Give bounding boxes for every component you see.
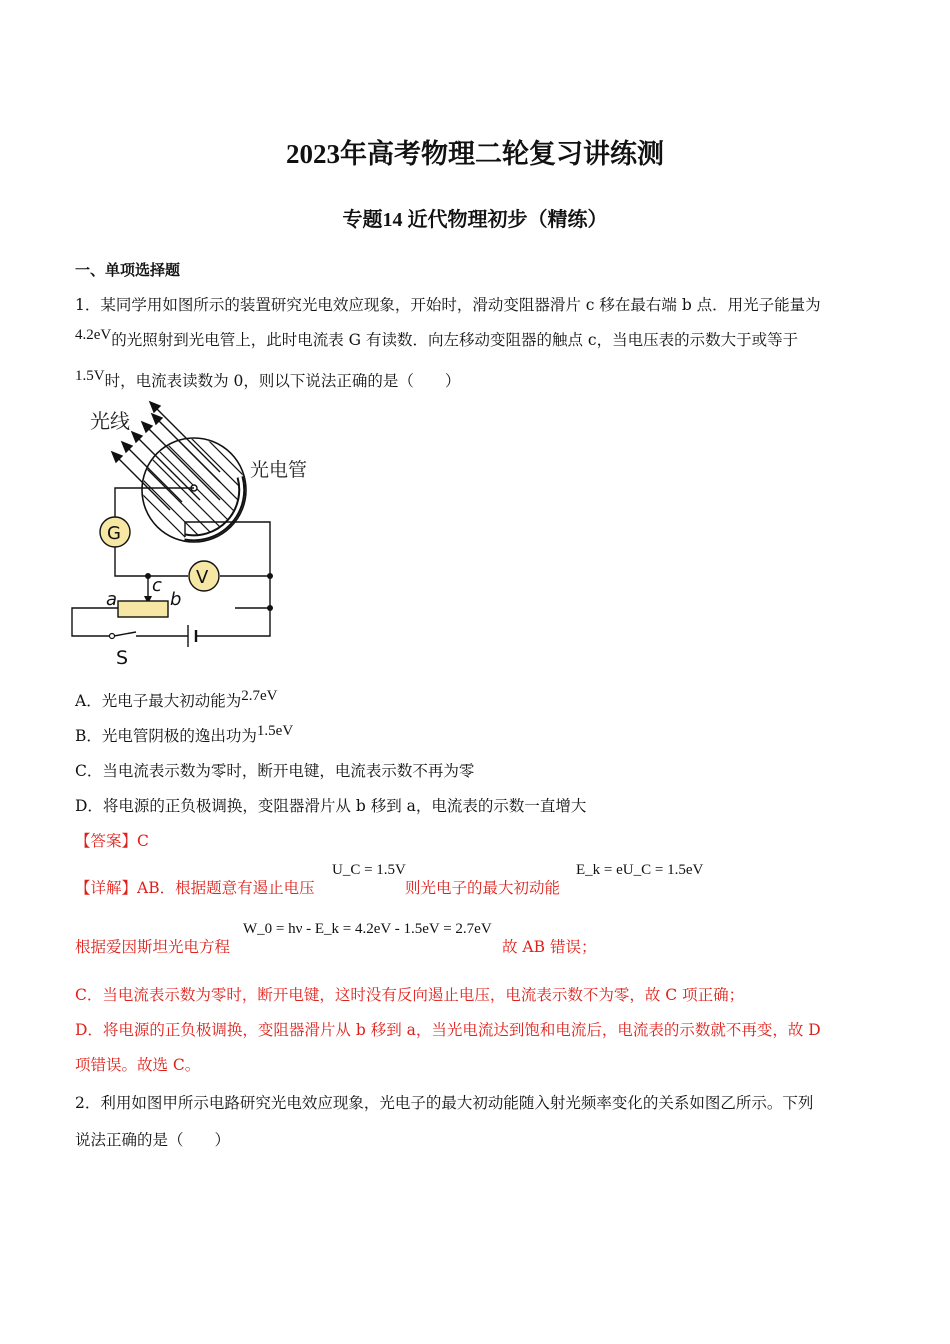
section-heading: 一、单项选择题 bbox=[75, 261, 181, 279]
q1-line2-text: 的光照射到光电管上，此时电流表 G 有读数．向左移动变阻器的触点 c，当电压表的示数大于或等于 bbox=[111, 331, 799, 349]
page-title: 2023年高考物理二轮复习讲练测 bbox=[286, 139, 664, 169]
option-a-value: 2.7eV bbox=[241, 688, 278, 704]
q2-line2: 说法正确的是（ ） bbox=[75, 1131, 231, 1149]
q2-line1: 2．利用如图甲所示电路研究光电效应现象，光电子的最大初动能随入射光频率变化的关系如图乙所示。下列 bbox=[75, 1094, 814, 1112]
v-label: V bbox=[196, 567, 209, 588]
explanation-line3: C．当电流表示数为零时，断开电键，这时没有反向遏止电压，电流表示数不为零，故 C 项正确； bbox=[75, 986, 745, 1004]
equation-einstein: W_0 = hν - E_k = 4.2eV - 1.5eV = 2.7eV bbox=[243, 921, 492, 937]
equation-uc: U_C = 1.5V bbox=[332, 862, 406, 878]
q1-energy: 4.2eV bbox=[75, 327, 112, 343]
explanation-line1: 【详解】AB．根据题意有遏止电压 bbox=[75, 879, 315, 897]
explanation-line4: D．将电源的正负极调换，变阻器滑片从 b 移到 a，当光电流达到饱和电流后，电流表的示数就不再变，故 D bbox=[75, 1021, 821, 1039]
explanation-line5: 项错误。故选 C。 bbox=[75, 1056, 201, 1074]
option-b bbox=[75, 724, 293, 746]
answer: 【答案】C bbox=[75, 832, 149, 850]
rheostat bbox=[118, 601, 168, 617]
option-a bbox=[75, 689, 277, 711]
c-label: c bbox=[152, 575, 162, 596]
explanation-line2: 根据爱因斯坦光电方程 bbox=[75, 938, 231, 956]
explanation-line2-suffix: 故 AB 错误； bbox=[502, 938, 597, 956]
q1-voltage: 1.5V bbox=[75, 368, 105, 384]
g-label: G bbox=[107, 523, 121, 544]
s-label: S bbox=[116, 647, 129, 669]
explanation-line1-mid: 则光电子的最大初动能 bbox=[405, 879, 561, 897]
option-a-text: A．光电子最大初动能为 bbox=[75, 692, 242, 710]
q1-line3-text: 时，电流表读数为 0，则以下说法正确的是（ ） bbox=[104, 372, 461, 390]
page-subtitle: 专题14 近代物理初步（精练） bbox=[342, 209, 608, 231]
q1-line1: 1．某同学用如图所示的装置研究光电效应现象，开始时，滑动变阻器滑片 c 移在最右端 b 点．用光子能量为 bbox=[75, 296, 821, 314]
q1-line3 bbox=[75, 369, 460, 391]
b-label: b bbox=[170, 589, 182, 610]
tube-label: 光电管 bbox=[250, 459, 308, 481]
q1-line2 bbox=[75, 328, 798, 350]
option-b-value: 1.5eV bbox=[256, 723, 294, 739]
equation-ek: E_k = eU_C = 1.5eV bbox=[576, 862, 704, 878]
light-label: 光线 bbox=[90, 409, 130, 433]
circuit-diagram bbox=[70, 392, 330, 672]
option-c: C．当电流表示数为零时，断开电键，电流表示数不再为零 bbox=[75, 762, 475, 780]
a-label: a bbox=[106, 589, 118, 610]
option-b-text: B．光电管阴极的逸出功为 bbox=[75, 727, 257, 745]
option-d: D．将电源的正负极调换，变阻器滑片从 b 移到 a，电流表的示数一直增大 bbox=[75, 797, 587, 815]
